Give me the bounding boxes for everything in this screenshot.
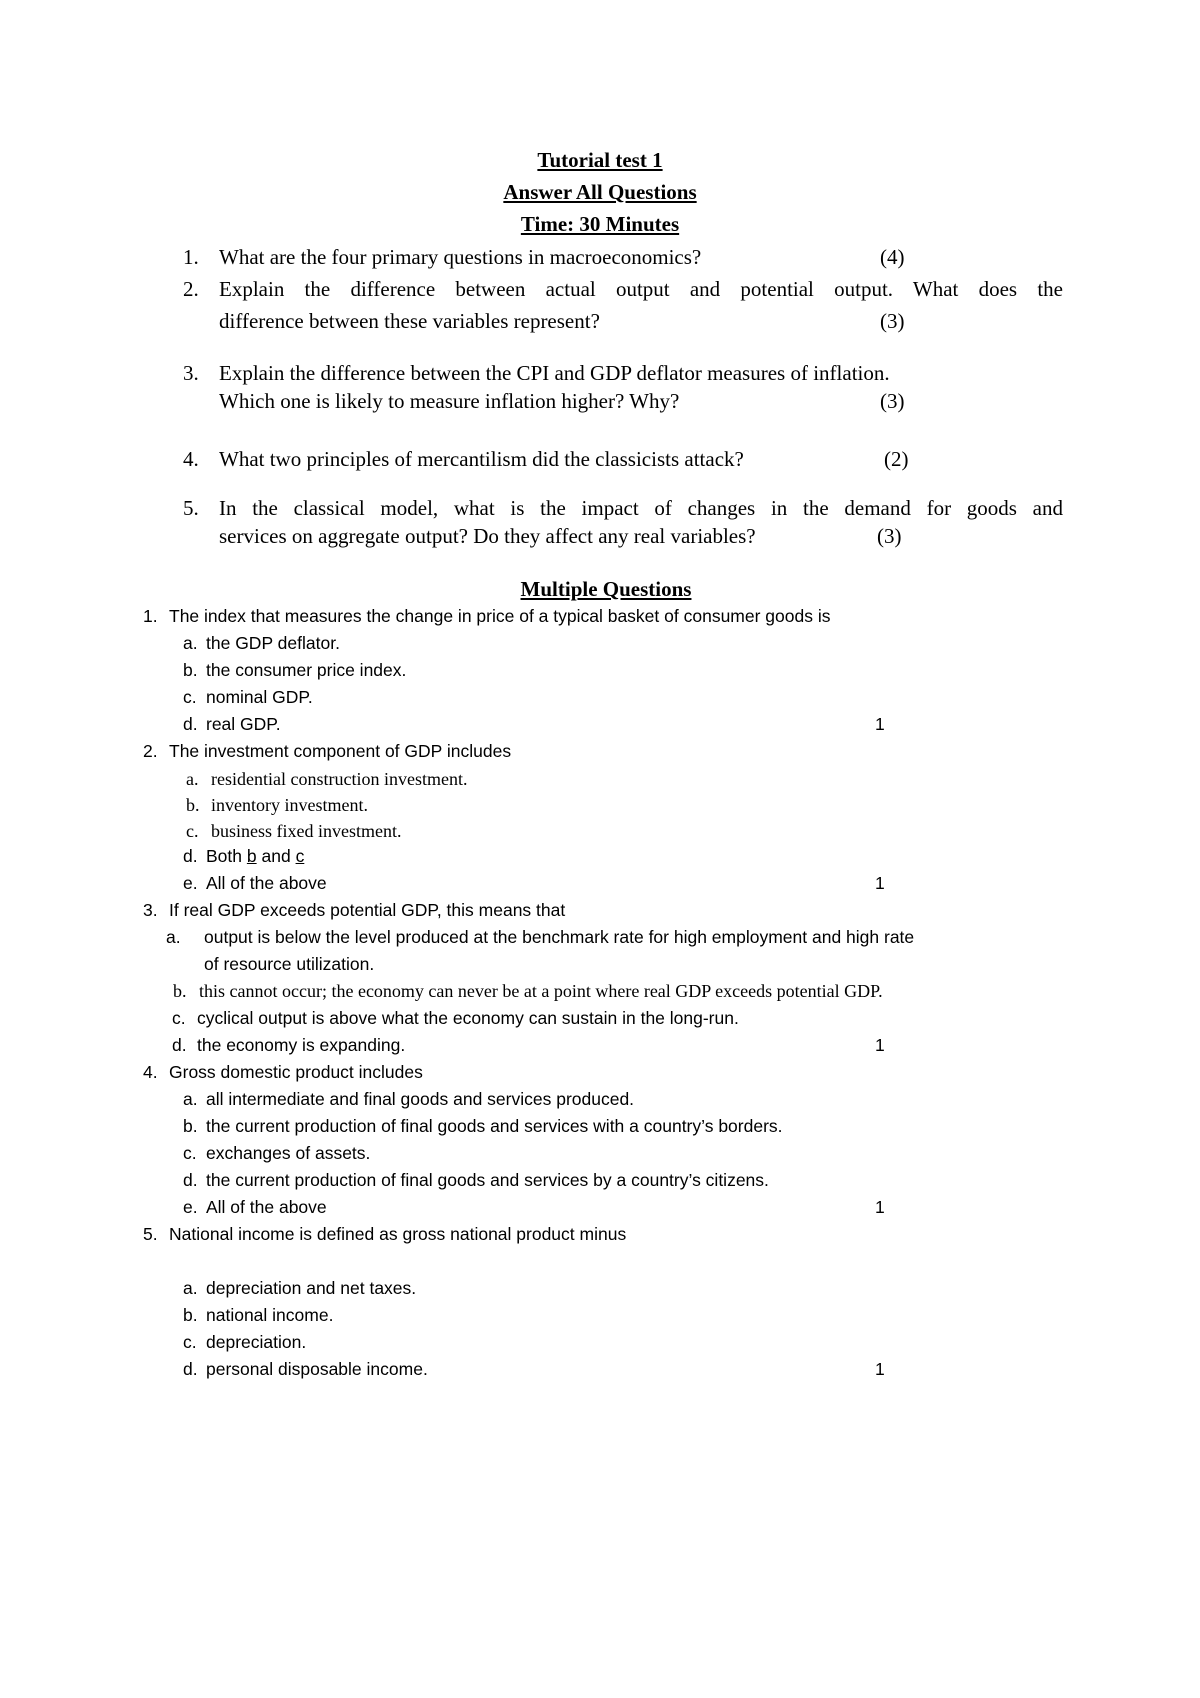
option-text: the GDP deflator. <box>206 633 340 653</box>
option-text: All of the above <box>206 1197 327 1217</box>
mcq-mark: 1 <box>875 1035 885 1055</box>
question-text-continued: services on aggregate output? Do they affect any real variables? <box>219 524 756 548</box>
option-text: inventory investment. <box>211 795 368 815</box>
mcq-number: 4. <box>143 1062 158 1082</box>
option-letter: d. <box>183 846 198 866</box>
option-text: the current production of final goods and services with a country’s borders. <box>206 1116 783 1136</box>
mcq-number: 2. <box>143 741 158 761</box>
question-marks: (3) <box>880 309 905 333</box>
time-limit: Time: 30 Minutes <box>520 212 680 236</box>
question-number: 3. <box>183 361 199 385</box>
mcq-number: 1. <box>143 606 158 626</box>
mcq-mark: 1 <box>875 714 885 734</box>
option-letter: a. <box>183 633 198 653</box>
instruction-heading: Answer All Questions <box>503 180 697 204</box>
question-text-continued: difference between these variables represent? <box>219 309 600 333</box>
mcq-stem: National income is defined as gross national product minus <box>169 1224 627 1244</box>
option-letter: c. <box>183 1143 197 1163</box>
question-number: 1. <box>183 245 199 269</box>
option-letter: a. <box>166 927 181 947</box>
mcq-mark: 1 <box>875 1359 885 1379</box>
question-marks: (4) <box>880 245 905 269</box>
option-letter: c. <box>172 1008 186 1028</box>
mcq-stem: The index that measures the change in price of a typical basket of consumer goods is <box>169 606 831 626</box>
question-marks: (3) <box>880 389 905 413</box>
option-letter: d. <box>172 1035 187 1055</box>
option-text: depreciation and net taxes. <box>206 1278 417 1298</box>
option-letter: d. <box>183 1359 198 1379</box>
option-text: business fixed investment. <box>211 821 402 841</box>
option-text: personal disposable income. <box>206 1359 428 1379</box>
option-text: the consumer price index. <box>206 660 407 680</box>
option-letter: c. <box>183 687 197 707</box>
question-text: What two principles of mercantilism did the classicists attack? <box>219 447 744 471</box>
mcq-mark: 1 <box>875 1197 885 1217</box>
option-text: residential construction investment. <box>211 769 468 789</box>
option-text: cyclical output is above what the economy can sustain in the long-run. <box>197 1008 739 1028</box>
mcq-stem: The investment component of GDP includes <box>169 741 512 761</box>
mcq-number: 3. <box>143 900 158 920</box>
question-text: Explain the difference between actual output and potential output. What does the <box>219 277 1063 301</box>
option-letter: b. <box>186 795 200 815</box>
option-text: All of the above <box>206 873 327 893</box>
test-title: Tutorial test 1 <box>537 148 663 172</box>
option-text: exchanges of assets. <box>206 1143 371 1163</box>
mcq-number: 5. <box>143 1224 158 1244</box>
question-text: Explain the difference between the CPI and GDP deflator measures of inflation. <box>219 361 890 385</box>
question-marks: (2) <box>884 447 909 471</box>
option-letter: b. <box>173 981 187 1001</box>
option-letter: e. <box>183 1197 198 1217</box>
question-text-continued: Which one is likely to measure inflation higher? Why? <box>219 389 680 413</box>
option-letter: d. <box>183 714 198 734</box>
option-text: real GDP. <box>206 714 281 734</box>
option-text: the current production of final goods and services by a country’s citizens. <box>206 1170 769 1190</box>
option-letter: b. <box>183 660 198 680</box>
option-letter: c. <box>186 821 199 841</box>
option-letter: d. <box>183 1170 198 1190</box>
question-number: 4. <box>183 447 199 471</box>
mcq-mark: 1 <box>875 873 885 893</box>
question-marks: (3) <box>877 524 902 548</box>
mcq-heading: Multiple Questions <box>520 577 692 601</box>
option-letter: a. <box>183 1278 198 1298</box>
option-text: national income. <box>206 1305 334 1325</box>
option-text: this cannot occur; the economy can never be at a point where real GDP exceeds potential GDP. <box>199 981 883 1001</box>
option-letter: b. <box>183 1305 198 1325</box>
option-letter: e. <box>183 873 198 893</box>
question-text: In the classical model, what is the impact of changes in the demand for goods and <box>219 496 1063 520</box>
option-letter: c. <box>183 1332 197 1352</box>
option-text-continued: of resource utilization. <box>204 954 375 974</box>
option-letter: a. <box>183 1089 198 1109</box>
option-text: output is below the level produced at the benchmark rate for high employment and high rate <box>204 927 915 947</box>
option-letter: a. <box>186 769 199 789</box>
question-text: What are the four primary questions in macroeconomics? <box>219 245 702 269</box>
option-text: all intermediate and final goods and services produced. <box>206 1089 635 1109</box>
option-text: depreciation. <box>206 1332 307 1352</box>
option-letter: b. <box>183 1116 198 1136</box>
question-number: 5. <box>183 496 199 520</box>
option-text: the economy is expanding. <box>197 1035 406 1055</box>
mcq-stem: If real GDP exceeds potential GDP, this means that <box>169 900 566 920</box>
option-text: nominal GDP. <box>206 687 313 707</box>
mcq-stem: Gross domestic product includes <box>169 1062 423 1082</box>
option-text: Both b and c <box>206 846 305 866</box>
question-number: 2. <box>183 277 199 301</box>
